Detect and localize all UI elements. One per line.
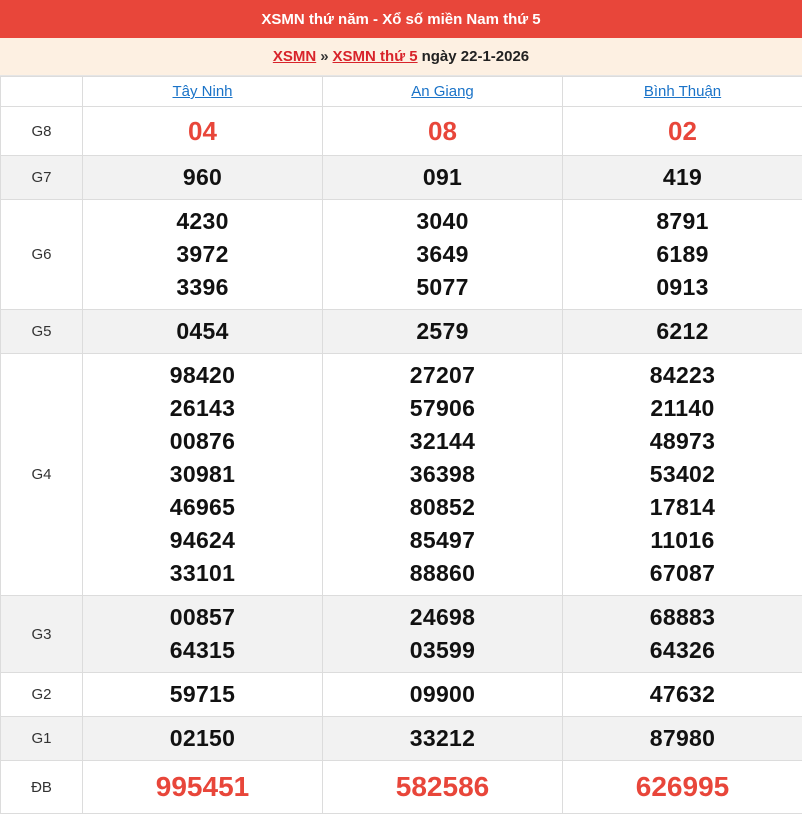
province-header-row [1, 77, 802, 107]
prize-number: 11016 [650, 527, 715, 553]
prize-number: 00876 [169, 428, 236, 454]
corner-cell [1, 77, 83, 107]
prize-number: 68883 [649, 604, 716, 630]
special-prize-number: 626995 [635, 771, 730, 802]
prize-number: 3040 [416, 208, 469, 234]
prize-number: 36398 [409, 461, 476, 487]
prize-number: 67087 [649, 560, 716, 586]
xsmn-link[interactable]: XSMN [272, 48, 317, 65]
prize-number: 0454 [176, 318, 229, 344]
prize-number: 6212 [656, 318, 709, 344]
prize-number: 3396 [176, 274, 229, 300]
province-link-an-giang[interactable]: An Giang [411, 83, 474, 100]
draw-date: 22-1-2026 [460, 48, 530, 65]
prize-label: G4 [1, 354, 83, 596]
prize-label: G5 [1, 310, 83, 354]
prize-number: 94624 [169, 527, 236, 553]
prize-number: 85497 [409, 527, 476, 553]
prize-label: G7 [1, 156, 83, 200]
prize-row-g7 [1, 156, 802, 200]
prize-number: 59715 [169, 681, 236, 707]
prize-label: G3 [1, 596, 83, 673]
prize-row-g6 [1, 200, 802, 310]
prize-row-g8 [1, 107, 802, 156]
prize-number: 48973 [649, 428, 716, 454]
prize-number: 00857 [169, 604, 236, 630]
prize-number: 46965 [169, 494, 236, 520]
prize-number: 84223 [649, 362, 716, 388]
prize-number: 3972 [176, 241, 229, 267]
prize-number: 53402 [649, 461, 716, 487]
xsmn-thu5-link[interactable]: XSMN thứ 5 [332, 48, 418, 65]
prize-number: 04 [188, 115, 217, 146]
prize-number: 87980 [649, 725, 716, 751]
prize-number: 8791 [656, 208, 709, 234]
prize-number: 57906 [409, 395, 476, 421]
prize-number: 0913 [656, 274, 709, 300]
prize-row-g2 [1, 673, 802, 717]
prize-number: 33101 [169, 560, 236, 586]
prize-number: 64315 [169, 637, 236, 663]
prize-number: 5077 [416, 274, 469, 300]
prize-label: G6 [1, 200, 83, 310]
prize-number: 21140 [650, 395, 715, 421]
prize-row-g5 [1, 310, 802, 354]
prize-row-g1 [1, 717, 802, 761]
province-link-tay-ninh[interactable]: Tây Ninh [172, 83, 233, 100]
prize-label: G1 [1, 717, 83, 761]
prize-number: 960 [182, 164, 223, 190]
prize-number: 33212 [409, 725, 476, 751]
page-title: XSMN thứ năm - Xổ số miền Nam thứ 5 [0, 0, 802, 38]
results-table [0, 76, 802, 814]
prize-number: 26143 [169, 395, 236, 421]
prize-number: 3649 [416, 241, 469, 267]
prize-number: 80852 [409, 494, 476, 520]
date-prefix: ngày [421, 48, 457, 65]
special-prize-number: 995451 [155, 771, 250, 802]
breadcrumb-separator: » [320, 48, 329, 65]
prize-row-g3 [1, 596, 802, 673]
prize-number: 02150 [169, 725, 236, 751]
prize-label: G8 [1, 107, 83, 156]
prize-number: 02 [668, 115, 697, 146]
prize-number: 30981 [169, 461, 236, 487]
prize-row-special [1, 761, 802, 814]
prize-number: 27207 [409, 362, 476, 388]
province-link-binh-thuan[interactable]: Bình Thuận [643, 83, 722, 100]
prize-row-g4 [1, 354, 802, 596]
breadcrumb [0, 38, 802, 76]
prize-label: G2 [1, 673, 83, 717]
prize-number: 6189 [656, 241, 709, 267]
prize-number: 2579 [416, 318, 469, 344]
prize-number: 32144 [409, 428, 476, 454]
prize-number: 08 [428, 115, 457, 146]
prize-number: 419 [662, 164, 703, 190]
prize-number: 98420 [169, 362, 236, 388]
prize-number: 88860 [409, 560, 476, 586]
prize-label: ĐB [1, 761, 83, 814]
prize-number: 24698 [409, 604, 476, 630]
prize-number: 4230 [176, 208, 229, 234]
prize-number: 64326 [649, 637, 716, 663]
prize-number: 091 [422, 164, 463, 190]
prize-number: 47632 [649, 681, 716, 707]
prize-number: 03599 [409, 637, 476, 663]
special-prize-number: 582586 [395, 771, 490, 802]
prize-number: 09900 [409, 681, 476, 707]
prize-number: 17814 [649, 494, 716, 520]
